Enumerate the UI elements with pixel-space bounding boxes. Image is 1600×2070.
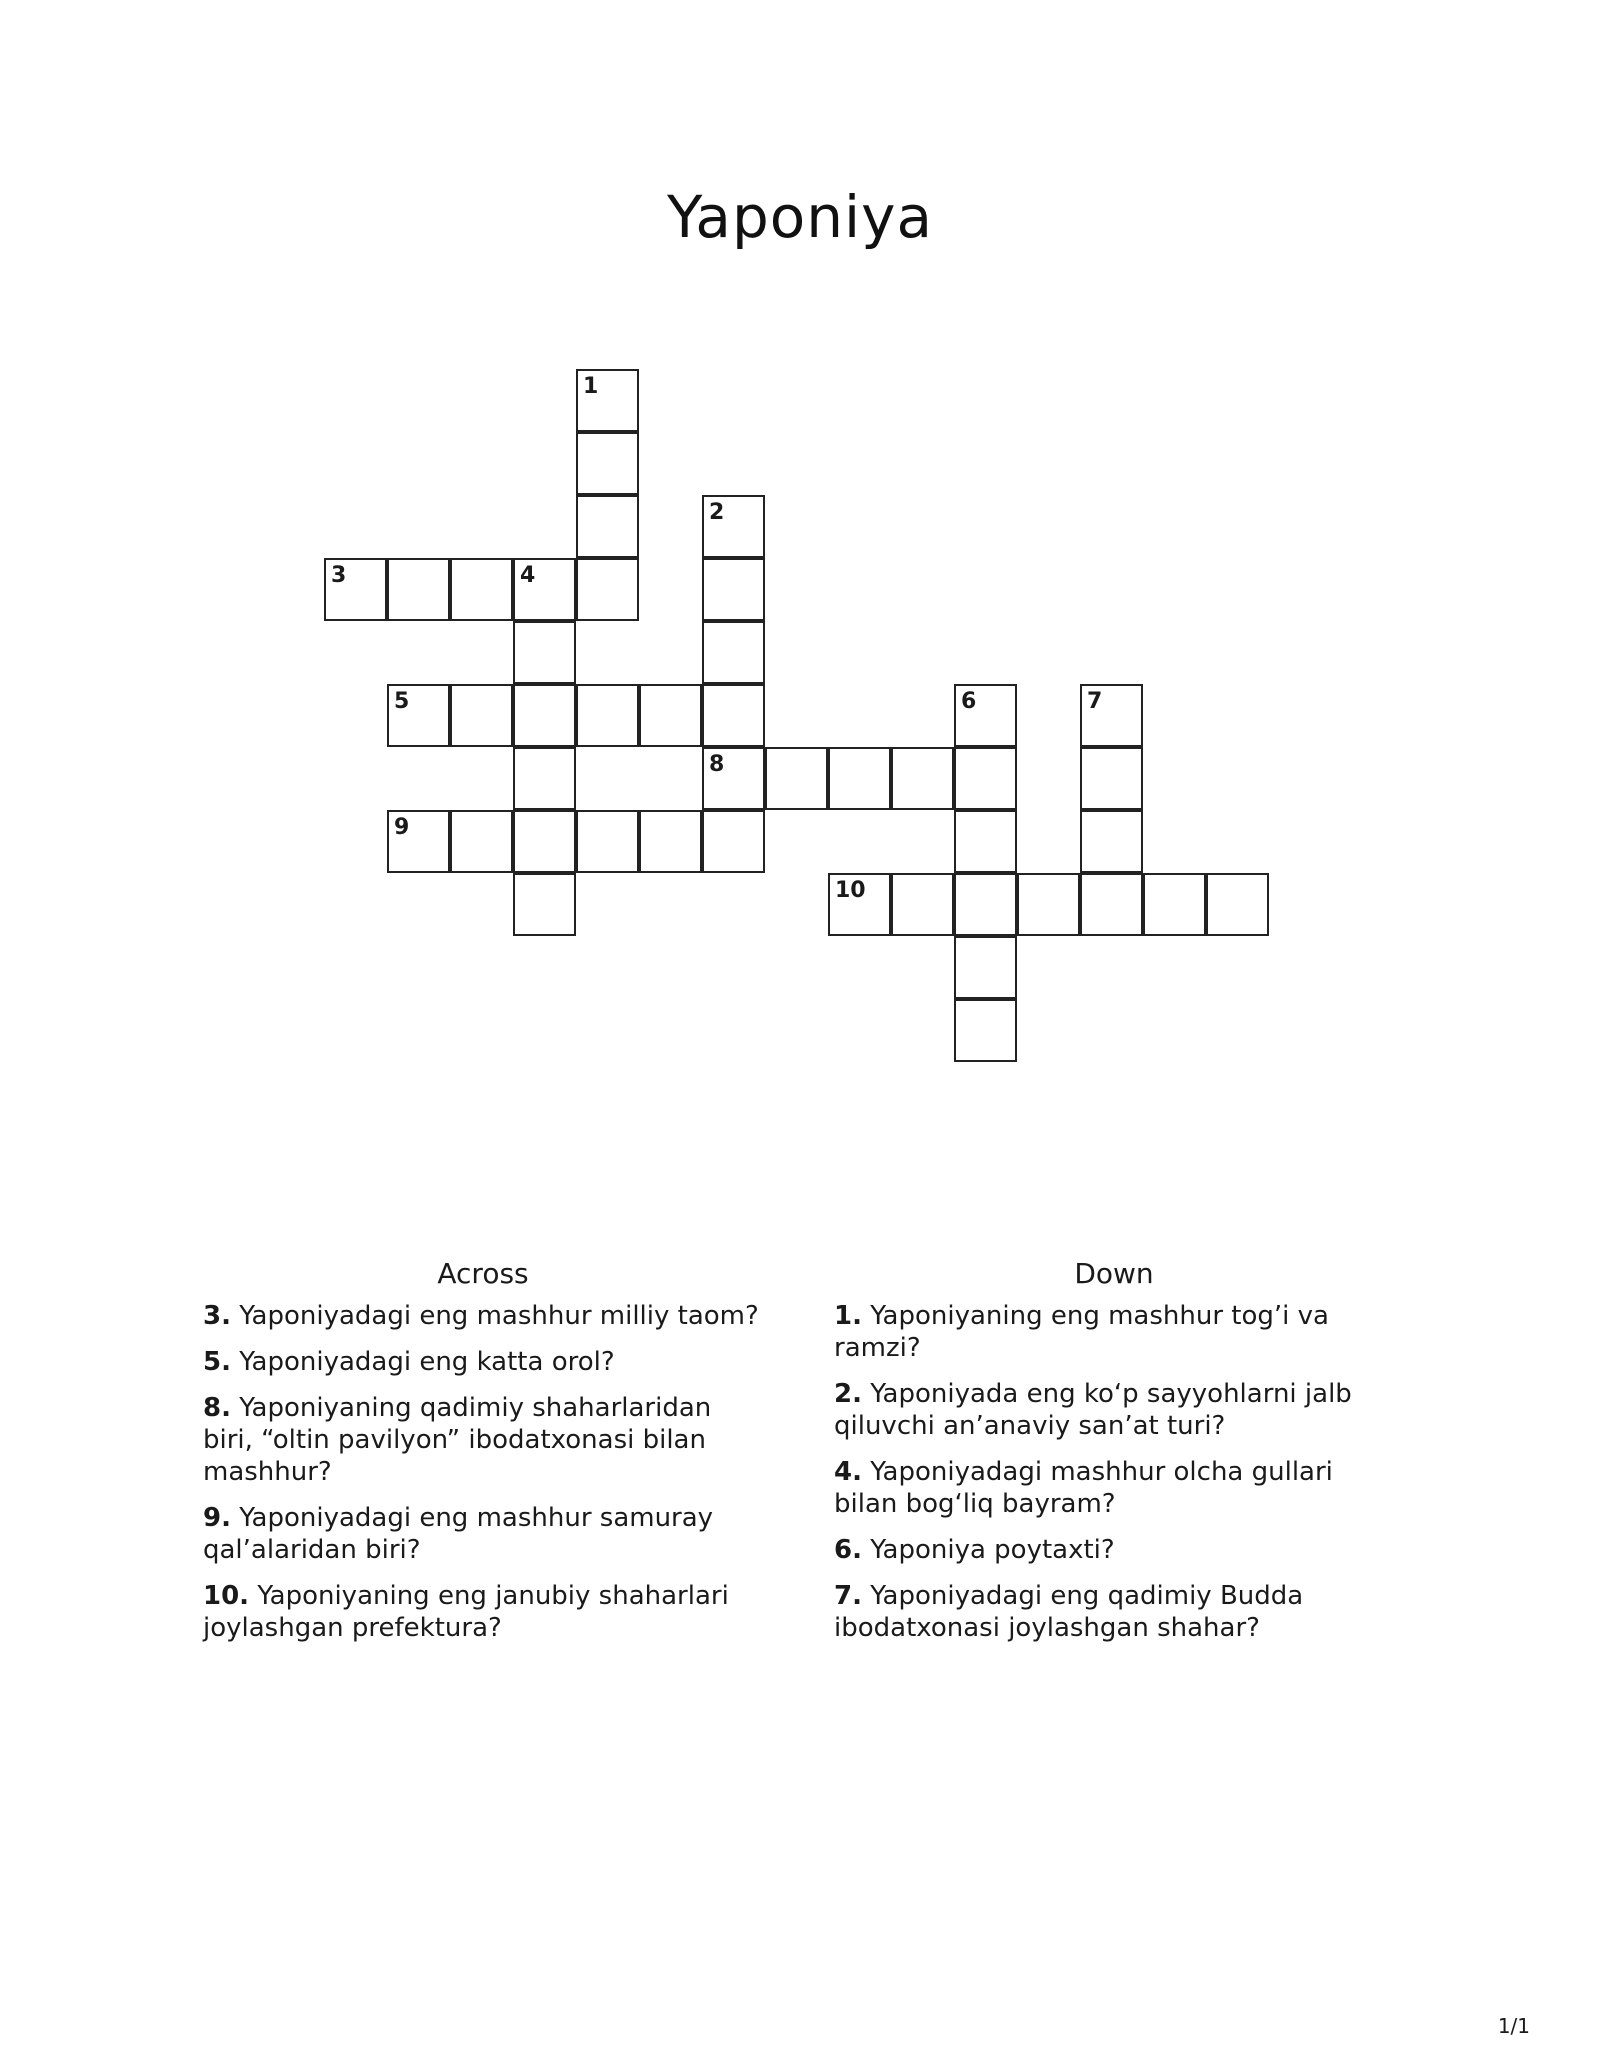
crossword-cell[interactable] — [513, 810, 576, 873]
crossword-cell[interactable] — [513, 558, 576, 621]
clue-down-1 — [834, 1300, 1394, 1364]
crossword-cell[interactable] — [387, 810, 450, 873]
clue-across-5 — [203, 1346, 763, 1378]
clue-number: 4. — [834, 1457, 862, 1487]
cell-number: 3 — [331, 563, 347, 588]
crossword-cell[interactable] — [954, 999, 1017, 1062]
crossword-cell[interactable] — [639, 684, 702, 747]
cell-number: 4 — [520, 563, 536, 588]
clue-text: Yaponiyadagi eng qadimiy Budda ibodatxonasi joylashgan shahar? — [834, 1581, 1304, 1643]
clue-text: Yaponiyadagi eng mashhur milliy taom? — [239, 1301, 759, 1331]
crossword-cell[interactable] — [828, 747, 891, 810]
cell-number: 5 — [394, 689, 410, 714]
clue-down-4 — [834, 1456, 1394, 1520]
cell-number: 2 — [709, 500, 725, 525]
crossword-cell[interactable] — [513, 684, 576, 747]
clue-number: 1. — [834, 1301, 862, 1331]
clue-text: Yaponiyadagi eng mashhur samuray qal’alaridan biri? — [203, 1503, 714, 1565]
crossword-cell[interactable] — [828, 873, 891, 936]
clue-text: Yaponiyadagi mashhur olcha gullari bilan bog‘liq bayram? — [834, 1457, 1333, 1519]
crossword-cell[interactable] — [1206, 873, 1269, 936]
crossword-cell[interactable] — [702, 684, 765, 747]
page-number: 1/1 — [1497, 2014, 1530, 2038]
crossword-cell[interactable] — [576, 684, 639, 747]
crossword-cell[interactable] — [702, 495, 765, 558]
crossword-cell[interactable] — [702, 747, 765, 810]
cell-number: 9 — [394, 815, 410, 840]
clue-down-7 — [834, 1580, 1394, 1644]
page-title: Yaponiya — [666, 183, 934, 251]
crossword-cell[interactable] — [891, 747, 954, 810]
cell-number: 6 — [961, 689, 977, 714]
crossword-cell[interactable] — [576, 495, 639, 558]
crossword-cell[interactable] — [954, 747, 1017, 810]
cell-number: 10 — [835, 878, 866, 903]
crossword-cell[interactable] — [1080, 810, 1143, 873]
crossword-cell[interactable] — [702, 558, 765, 621]
clue-number: 5. — [203, 1347, 231, 1377]
clue-across-10 — [203, 1580, 763, 1644]
crossword-cell[interactable] — [639, 810, 702, 873]
clue-down-6 — [834, 1534, 1394, 1566]
crossword-cell[interactable] — [513, 747, 576, 810]
cell-number: 7 — [1087, 689, 1103, 714]
clue-text: Yaponiyaning eng janubiy shaharlari joylashgan prefektura? — [203, 1581, 729, 1643]
crossword-cell[interactable] — [450, 684, 513, 747]
clue-text: Yaponiyaning eng mashhur tog’i va ramzi? — [834, 1301, 1329, 1363]
clue-text: Yaponiyadagi eng katta orol? — [239, 1347, 615, 1377]
across-clues — [203, 1258, 763, 1658]
clue-number: 6. — [834, 1535, 862, 1565]
clue-text: Yaponiya poytaxti? — [870, 1535, 1115, 1565]
crossword-cell[interactable] — [513, 873, 576, 936]
clue-number: 2. — [834, 1379, 862, 1409]
crossword-cell[interactable] — [576, 369, 639, 432]
clue-across-3 — [203, 1300, 763, 1332]
cell-number: 8 — [709, 752, 725, 777]
crossword-cell[interactable] — [1080, 873, 1143, 936]
crossword-cell[interactable] — [891, 873, 954, 936]
crossword-cell[interactable] — [702, 621, 765, 684]
crossword-cell[interactable] — [576, 558, 639, 621]
crossword-cell[interactable] — [576, 432, 639, 495]
crossword-cell[interactable] — [576, 810, 639, 873]
clue-down-2 — [834, 1378, 1394, 1442]
crossword-cell[interactable] — [513, 621, 576, 684]
crossword-cell[interactable] — [702, 810, 765, 873]
crossword-cell[interactable] — [387, 684, 450, 747]
clue-number: 8. — [203, 1393, 231, 1423]
clue-number: 9. — [203, 1503, 231, 1533]
crossword-cell[interactable] — [450, 810, 513, 873]
crossword-cell[interactable] — [1080, 747, 1143, 810]
crossword-cell[interactable] — [954, 810, 1017, 873]
clue-across-9 — [203, 1502, 763, 1566]
clue-text: Yaponiyada eng ko‘p sayyohlarni jalb qiluvchi an’anaviy san’at turi? — [834, 1379, 1352, 1441]
crossword-cell[interactable] — [954, 873, 1017, 936]
crossword-cell[interactable] — [450, 558, 513, 621]
crossword-cell[interactable] — [324, 558, 387, 621]
across-heading: Across — [437, 1257, 529, 1290]
crossword-cell[interactable] — [1080, 684, 1143, 747]
crossword-cell[interactable] — [1017, 873, 1080, 936]
down-clues — [834, 1258, 1394, 1658]
clue-across-8 — [203, 1392, 763, 1488]
crossword-cell[interactable] — [1143, 873, 1206, 936]
crossword-cell[interactable] — [765, 747, 828, 810]
crossword-cell[interactable] — [954, 684, 1017, 747]
clue-number: 10. — [203, 1581, 250, 1611]
down-heading: Down — [1074, 1257, 1154, 1290]
cell-number: 1 — [583, 374, 599, 399]
clue-text: Yaponiyaning qadimiy shaharlaridan biri, “oltin pavilyon” ibodatxonasi bilan mashhur? — [203, 1393, 712, 1487]
crossword-cell[interactable] — [387, 558, 450, 621]
clue-number: 3. — [203, 1301, 231, 1331]
crossword-cell[interactable] — [954, 936, 1017, 999]
clue-number: 7. — [834, 1581, 862, 1611]
